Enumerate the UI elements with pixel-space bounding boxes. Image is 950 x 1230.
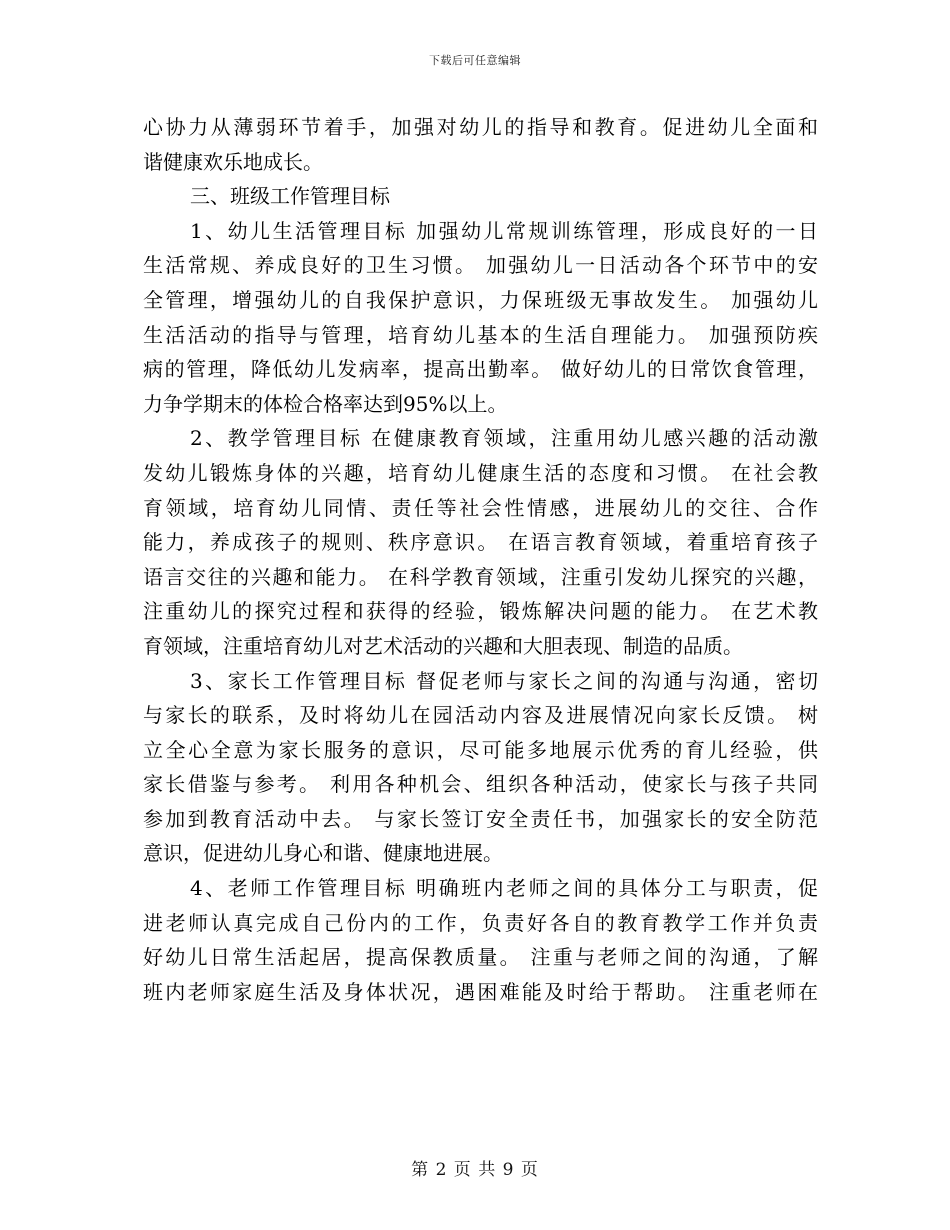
text-line: 2、教学管理目标 在健康教育领域，注重用幼儿感兴趣的活动激 <box>190 426 818 451</box>
text-line: 1、幼儿生活管理目标 加强幼儿常规训练管理，形成良好的一日 <box>190 218 818 243</box>
text-line: 育领域，培育幼儿同情、责任等社会性情感，进展幼儿的交往、合作 <box>143 495 818 520</box>
text-line: 家长借鉴与参考。 利用各种机会、组织各种活动，使家长与孩子共同 <box>143 772 818 797</box>
text-line: 心协力从薄弱环节着手，加强对幼儿的指导和教育。促进幼儿全面和 <box>143 115 818 139</box>
text-line: 3、家长工作管理目标 督促老师与家长之间的沟通与沟通，密切 <box>190 668 818 693</box>
text-line: 病的管理，降低幼儿发病率，提高出勤率。 做好幼儿的日常饮食管理， <box>143 357 818 382</box>
section-heading: 三、班级工作管理目标 <box>190 184 390 209</box>
page-number-footer: 第 2 页 共 9 页 <box>411 1160 539 1180</box>
text-line: 班内老师家庭生活及身体状况，遇困难能及时给于帮助。 注重老师在 <box>143 979 818 1004</box>
text-line: 生活活动的指导与管理，培育幼儿基本的生活自理能力。 加强预防疾 <box>143 322 818 347</box>
text-line: 注重幼儿的探究过程和获得的经验，锻炼解决问题的能力。 在艺术教 <box>143 599 818 624</box>
text-line: 与家长的联系，及时将幼儿在园活动内容及进展情况向家长反馈。 树 <box>143 703 818 728</box>
body-text <box>143 110 818 1009</box>
text-line: 进老师认真完成自己份内的工作，负责好各自的教育教学工作并负责 <box>143 910 818 935</box>
text-line: 语言交往的兴趣和能力。 在科学教育领域，注重引发幼儿探究的兴趣， <box>143 564 818 589</box>
text-line: 力争学期末的体检合格率达到95%以上。 <box>143 391 508 416</box>
text-line: 全管理，增强幼儿的自我保护意识，力保班级无事故发生。 加强幼儿 <box>143 287 818 312</box>
text-line: 谐健康欢乐地成长。 <box>143 149 323 174</box>
text-line: 4、老师工作管理目标 明确班内老师之间的具体分工与职责，促 <box>190 876 818 901</box>
text-line: 育领域，注重培育幼儿对艺术活动的兴趣和大胆表现、制造的品质。 <box>143 633 743 658</box>
text-line: 好幼儿日常生活起居，提高保教质量。 注重与老师之间的沟通，了解 <box>143 945 818 970</box>
text-line: 意识，促进幼儿身心和谐、健康地进展。 <box>143 841 503 866</box>
text-line: 参加到教育活动中去。 与家长签订安全责任书，加强家长的安全防范 <box>143 806 818 831</box>
text-line: 立全心全意为家长服务的意识，尽可能多地展示优秀的育儿经验，供 <box>143 737 818 762</box>
text-line: 发幼儿锻炼身体的兴趣，培育幼儿健康生活的态度和习惯。 在社会教 <box>143 460 818 485</box>
text-line: 能力，养成孩子的规则、秩序意识。 在语言教育领域，着重培育孩子 <box>143 530 818 555</box>
page-header: 下载后可任意编辑 <box>429 54 521 67</box>
text-line: 生活常规、养成良好的卫生习惯。 加强幼儿一日活动各个环节中的安 <box>143 253 818 278</box>
